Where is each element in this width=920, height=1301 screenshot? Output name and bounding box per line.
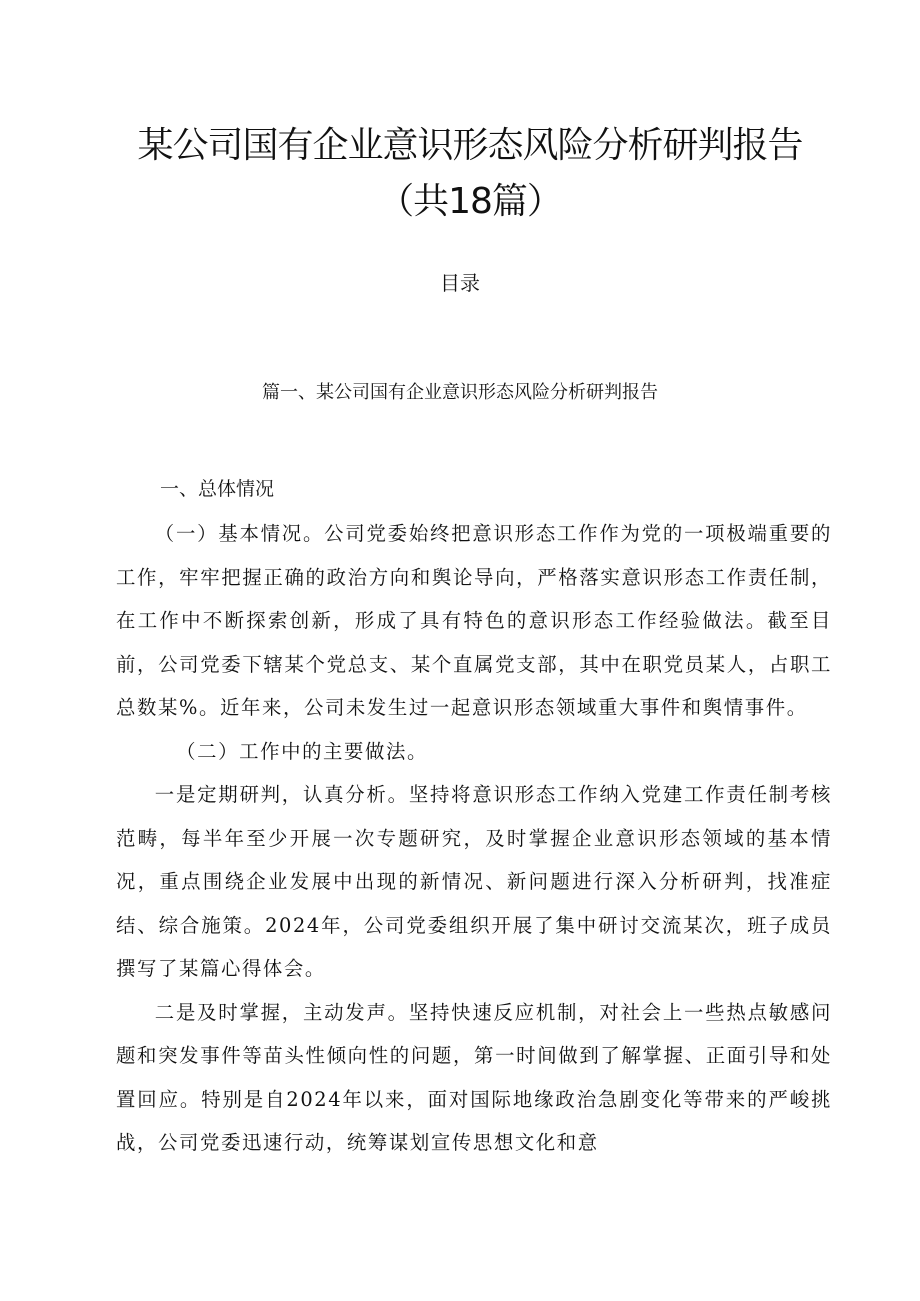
paragraph-main-practices-heading: （二）工作中的主要做法。	[176, 739, 429, 763]
document-title: 某公司国有企业意识形态风险分析研判报告（共18篇）	[137, 125, 803, 222]
body-text	[116, 512, 832, 1165]
paragraph-basic-situation: （一）基本情况。公司党委始终把意识形态工作作为党的一项极端重要的工作，牢牢把握正确的政治方向和舆论导向，严格落实意识形态工作责任制，在工作中不断探索创新，形成了具有特色的意识形态工作经验做法。截至目前，公司党委下辖某个党总支、某个直属党支部，其中在职党员某人，占职工总数某%。近年来，公司未发生过一起意识形态领域重大事件和舆情事件。	[116, 522, 832, 719]
toc-item-1[interactable]: 篇一、某公司国有企业意识形态风险分析研判报告	[262, 382, 658, 403]
paragraph-timely-response: 二是及时掌握，主动发声。坚持快速反应机制，对社会上一些热点敏感问题和突发事件等苗头性倾向性的问题，第一时间做到了解掌握、正面引导和处置回应。特别是自2024年以来，面对国际地缘政治急剧变化等带来的严峻挑战，公司党委迅速行动，统筹谋划宣传思想文化和意	[116, 1000, 832, 1154]
section-heading: 一、总体情况	[160, 478, 275, 500]
paragraph-regular-analysis: 一是定期研判，认真分析。坚持将意识形态工作纳入党建工作责任制考核范畴，每半年至少开展一次专题研究，及时掌握企业意识形态领域的基本情况，重点围绕企业发展中出现的新情况、新问题进行深入分析研判，找准症结、综合施策。2024年，公司党委组织开展了集中研讨交流某次，班子成员撰写了某篇心得体会。	[116, 783, 832, 980]
toc-heading: 目录	[440, 271, 480, 295]
